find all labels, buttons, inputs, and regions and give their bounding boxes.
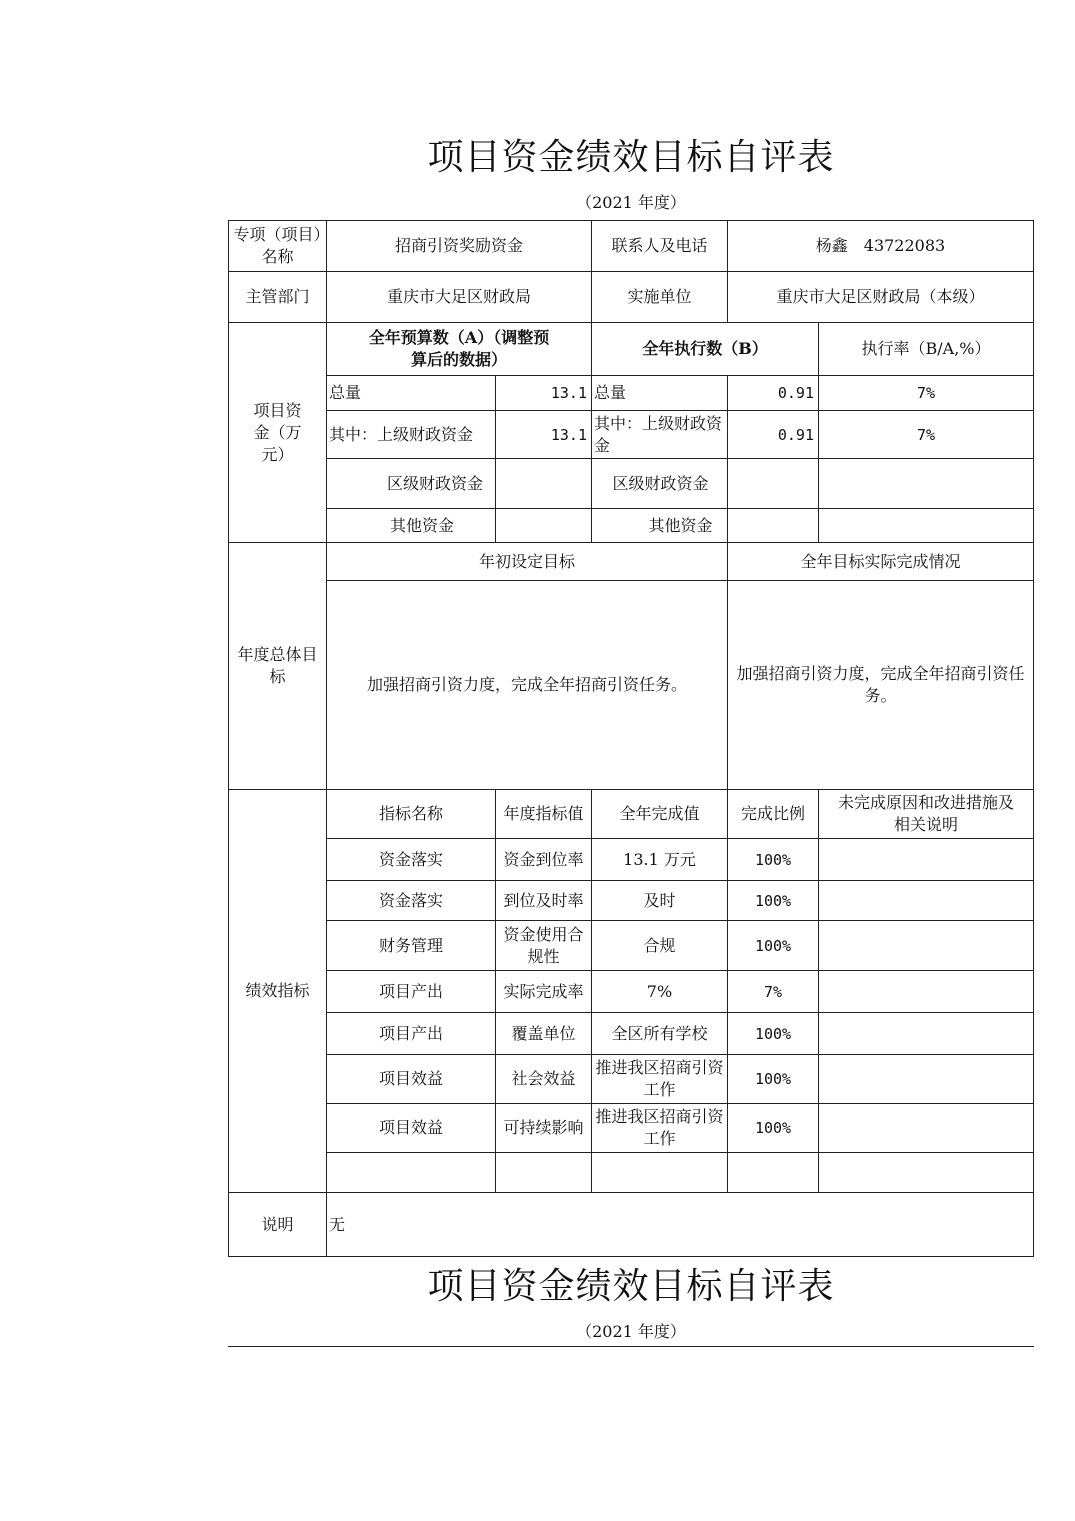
goal-set-header: 年初设定目标: [478, 551, 575, 571]
perf-cell: 可持续影响: [503, 1118, 584, 1137]
perf-cell: 及时: [643, 890, 676, 910]
goal-done-text: 加强招商引资力度，完成全年招商引资任务。: [736, 664, 1025, 705]
fund-row-rate: 7%: [916, 384, 936, 402]
perf-header-ratio: 完成比例: [740, 804, 805, 823]
perf-cell: 项目效益: [378, 1118, 443, 1137]
perf-cell: [819, 921, 1033, 970]
rate-header: 执行率（B/A,%）: [861, 339, 991, 358]
unit-value: 重庆市大足区财政局（本级）: [776, 287, 985, 306]
perf-cell: [327, 1153, 495, 1191]
note-label: 说明: [261, 1214, 294, 1234]
note-value: 无: [329, 1214, 346, 1234]
perf-cell: [592, 1153, 727, 1191]
perf-cell: 财务管理: [378, 935, 443, 955]
perf-cell: [819, 971, 1033, 1012]
perf-cell: [496, 1153, 591, 1191]
fund-row-label: 其中：上级财政资金: [594, 413, 723, 455]
fund-row-label: 区级财政资金: [612, 473, 709, 493]
fund-row-execution: [728, 459, 818, 508]
perf-cell: 7%: [763, 982, 783, 1001]
fund-row-execution: 0.91: [777, 384, 814, 402]
fund-row-rate: [819, 459, 1033, 508]
dept-label: 主管部门: [245, 287, 310, 306]
fund-row-execution: [728, 509, 818, 542]
perf-cell: [819, 881, 1033, 920]
fund-row-label: 总量: [329, 383, 362, 402]
perf-cell: 100%: [754, 891, 792, 910]
execution-header: 全年执行数（B）: [642, 339, 768, 358]
perf-header-name: 指标名称: [378, 804, 443, 823]
perf-header-reason: 未完成原因和改进措施及相关说明: [837, 793, 1014, 834]
perf-cell: 7%: [646, 981, 673, 1001]
goal-label: 年度总体目标: [237, 645, 318, 686]
perf-cell: 资金落实: [378, 890, 443, 910]
perf-cell: 资金使用合规性: [503, 924, 584, 966]
perf-cell: 100%: [754, 1070, 792, 1088]
perf-header-actual: 全年完成值: [619, 804, 700, 823]
perf-cell: 覆盖单位: [511, 1023, 576, 1043]
fund-row-budget: 13.1: [550, 384, 587, 402]
year-label: （2021 年度）: [576, 193, 686, 212]
perf-cell: [819, 1104, 1033, 1152]
goal-set-text: 加强招商引资力度，完成全年招商引资任务。: [366, 675, 687, 694]
perf-header-target: 年度指标值: [503, 804, 584, 823]
perf-cell: 到位及时率: [503, 890, 584, 910]
perf-cell: 13.1 万元: [623, 849, 696, 869]
fund-row-execution: 0.91: [777, 425, 814, 444]
perf-cell: [819, 1153, 1033, 1191]
goal-done-header: 全年目标实际完成情况: [800, 551, 961, 571]
perf-cell: 项目效益: [378, 1069, 443, 1088]
fund-row-budget: [496, 459, 591, 508]
perf-cell: 资金落实: [378, 849, 443, 869]
fund-row-label: 总量: [594, 383, 627, 402]
fund-row-budget: 13.1: [550, 425, 587, 444]
perf-cell: 推进我区招商引资工作: [595, 1058, 724, 1099]
contact-label: 联系人及电话: [611, 236, 708, 255]
page-title: 项目资金绩效目标自评表: [427, 137, 835, 178]
fund-row-budget: [496, 509, 591, 542]
page-title-repeat: 项目资金绩效目标自评表: [427, 1266, 835, 1307]
budget-header: 全年预算数（A）（调整预算后的数据）: [368, 328, 550, 369]
project-name-value: 招商引资奖励资金: [394, 236, 523, 255]
perf-cell: 资金到位率: [503, 849, 584, 869]
perf-cell: 实际完成率: [503, 981, 584, 1001]
unit-label: 实施单位: [627, 287, 692, 306]
perf-cell: [819, 1013, 1033, 1054]
perf-cell: 推进我区招商引资工作: [595, 1107, 724, 1148]
fund-row-label: 其他资金: [389, 515, 454, 535]
perf-cell: 项目产出: [378, 1023, 443, 1043]
perf-cell: 100%: [754, 1119, 792, 1137]
perf-cell: 100%: [754, 850, 792, 869]
perf-cell: 合规: [643, 935, 676, 955]
perf-cell: 100%: [754, 936, 792, 955]
perf-label: 绩效指标: [245, 981, 310, 1000]
project-name-label: 专项（项目）名称: [233, 225, 322, 266]
dept-value: 重庆市大足区财政局: [386, 287, 531, 306]
perf-cell: 全区所有学校: [611, 1023, 708, 1043]
funds-label: 项目资金（万元）: [253, 400, 302, 464]
fund-row-label: 其中：上级财政资金: [329, 424, 474, 444]
fund-row-label: 其他资金: [648, 515, 713, 535]
fund-row-rate: [819, 509, 1033, 542]
fund-row-rate: 7%: [916, 425, 936, 444]
perf-cell: 社会效益: [511, 1069, 576, 1088]
contact-value: 杨鑫 43722083: [815, 236, 946, 255]
fund-row-label: 区级财政资金: [386, 473, 483, 493]
year-label-repeat: （2021 年度）: [576, 1322, 686, 1341]
perf-cell: [728, 1153, 818, 1191]
perf-cell: [819, 1055, 1033, 1103]
perf-cell: 100%: [754, 1024, 792, 1043]
perf-cell: [819, 839, 1033, 880]
perf-cell: 项目产出: [378, 981, 443, 1001]
